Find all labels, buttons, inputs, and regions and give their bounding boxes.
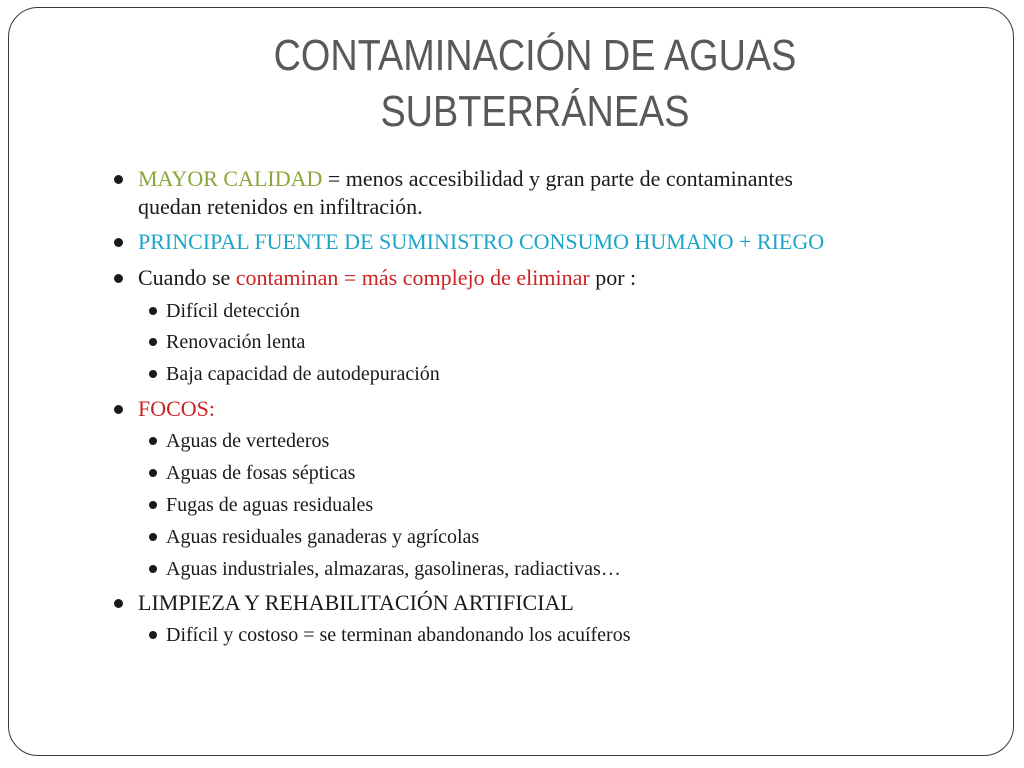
bullet-text-end: por :: [589, 265, 637, 290]
sub-item: [166, 360, 440, 388]
bullet-dot-icon: [114, 274, 123, 283]
bullet-dot-icon: [114, 405, 123, 414]
bullet-dot-icon: [149, 307, 157, 315]
sub-item-text: Difícil detección: [166, 300, 300, 322]
bullet-limpieza: [138, 589, 574, 617]
bullet-principal-fuente: [138, 228, 824, 256]
bullet-dot-icon: [114, 599, 123, 608]
highlight-text: MAYOR CALIDAD: [138, 166, 323, 191]
sub-item: [166, 523, 479, 551]
sub-item: [166, 459, 355, 487]
bullet-text: FOCOS:: [138, 396, 216, 421]
sub-item-text: Renovación lenta: [166, 331, 306, 353]
bullet-dot-icon: [149, 370, 157, 378]
bullet-dot-icon: [149, 565, 157, 573]
bullet-text: PRINCIPAL FUENTE DE SUMINISTRO CONSUMO HUMANO + RIEGO: [138, 229, 825, 254]
bullet-dot-icon: [149, 533, 157, 541]
sub-item-text: Aguas de fosas sépticas: [166, 462, 356, 484]
sub-item: [166, 491, 373, 519]
highlight-text: contaminan = más complejo de eliminar: [235, 265, 590, 290]
bullet-dot-icon: [149, 437, 157, 445]
sub-item-text: Aguas residuales ganaderas y agrícolas: [166, 526, 480, 548]
bullet-dot-icon: [149, 501, 157, 509]
sub-item-text: Baja capacidad de autodepuración: [166, 363, 440, 385]
sub-item: [166, 297, 300, 325]
bullet-dot-icon: [114, 238, 123, 247]
sub-item: [166, 427, 329, 455]
sub-item: [166, 328, 305, 356]
bullet-dot-icon: [149, 338, 157, 346]
sub-item-text: Fugas de aguas residuales: [166, 494, 374, 516]
bullet-dot-icon: [149, 631, 157, 639]
bullet-dot-icon: [114, 175, 123, 184]
bullet-text: Cuando se: [138, 265, 236, 290]
sub-item-text: Aguas de vertederos: [166, 430, 330, 452]
title-line-2: SUBTERRÁNEAS: [380, 87, 690, 136]
bullet-mayor-calidad: [138, 165, 793, 221]
sub-item: [166, 555, 621, 583]
title-line-1: CONTAMINACIÓN DE AGUAS: [273, 31, 797, 80]
bullet-text-continued: quedan retenidos en infiltración.: [138, 194, 423, 219]
bullet-cuando-contaminan: [138, 264, 636, 292]
sub-item-text: Difícil y costoso = se terminan abandonando los acuíferos: [166, 624, 631, 646]
sub-item-text: Aguas industriales, almazaras, gasolineras, radiactivas…: [166, 558, 621, 580]
slide-title: [187, 28, 884, 140]
bullet-focos: [138, 395, 215, 423]
bullet-text: LIMPIEZA Y REHABILITACIÓN ARTIFICIAL: [138, 590, 574, 615]
bullet-text: = menos accesibilidad y gran parte de contaminantes: [322, 166, 793, 191]
sub-item: [166, 621, 631, 649]
bullet-dot-icon: [149, 469, 157, 477]
